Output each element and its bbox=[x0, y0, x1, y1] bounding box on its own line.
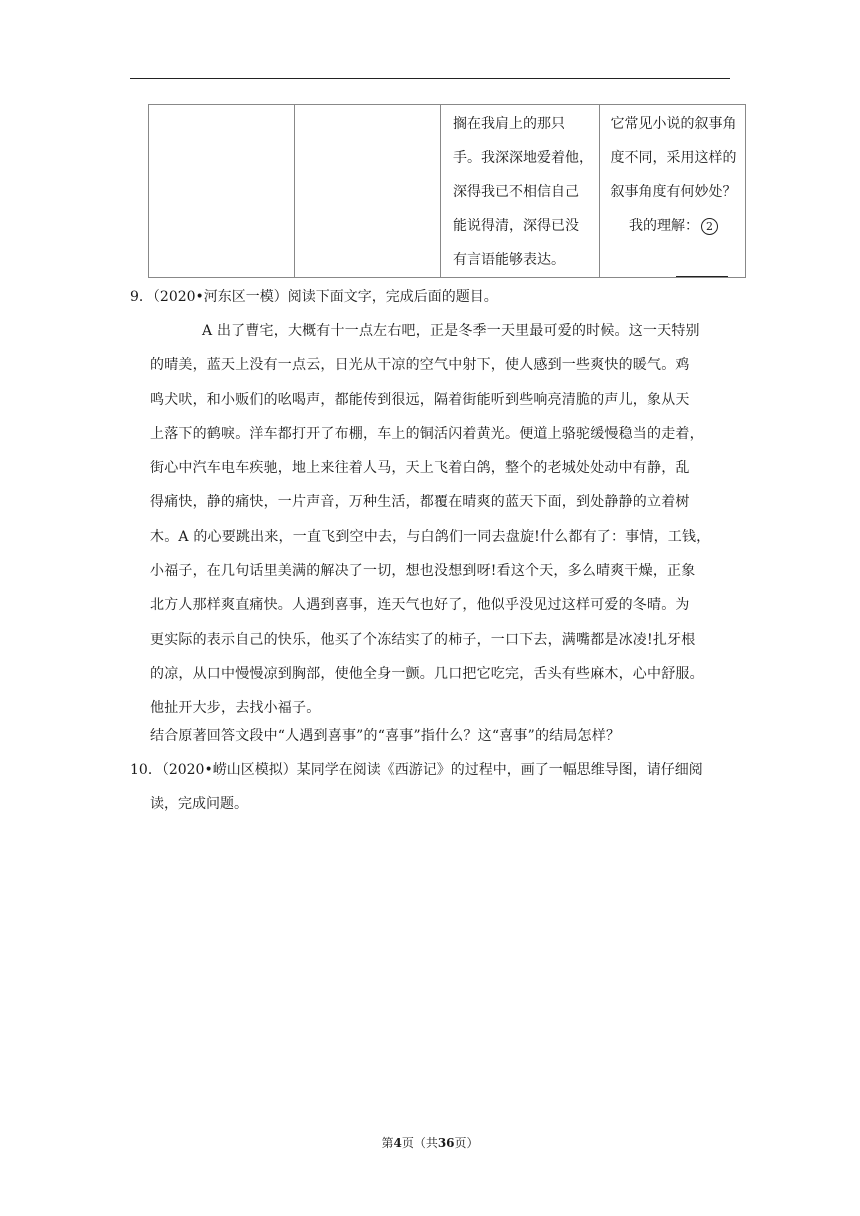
passage-line: 鸣犬吠，和小贩们的吆喝声，都能传到很远，隔着街能听到些响亮清脆的声儿，象从天 bbox=[150, 391, 690, 408]
quote-line: 能说得清，深得已没 bbox=[453, 218, 579, 234]
question-9-prompt-text: 结合原著回答文段中“人遇到喜事”的“喜事”指什么？这“喜事”的结局怎样？ bbox=[150, 728, 621, 744]
answer-blank[interactable] bbox=[676, 252, 728, 277]
continued-table bbox=[148, 104, 746, 278]
question-10-header bbox=[130, 753, 730, 821]
passage-line: 的凉，从口中慢慢凉到胸部，使他全身一颤。几口把它吃完，舌头有些麻木，心中舒服。 bbox=[150, 665, 704, 682]
passage-line: 更实际的表示自己的快乐，他买了个冻结实了的柿子，一口下去，满嘴都是冰凌!扎牙根 bbox=[150, 631, 696, 648]
quote-lines bbox=[441, 105, 599, 277]
question-9-passage bbox=[150, 314, 730, 726]
table-cell-question bbox=[600, 105, 746, 278]
answer-label: 我的理解： bbox=[629, 218, 699, 234]
footer-suffix: 页） bbox=[454, 1136, 479, 1150]
question-9-prompt bbox=[150, 719, 730, 753]
question-10-header-cont: 读，完成问题。 bbox=[150, 796, 248, 812]
passage-line: 上落下的鹤唳。洋车都打开了布棚，车上的铜活闪着黄光。便道上骆驼缓慢稳当的走着， bbox=[150, 425, 704, 442]
table-cell-empty-1 bbox=[149, 105, 295, 278]
passage-line: 北方人那样爽直痛快。人遇到喜事，连天气也好了，他似乎没见过这样可爱的冬晴。为 bbox=[150, 597, 690, 614]
quote-line: 搁在我肩上的那只 bbox=[453, 116, 565, 132]
footer-total-pages: 36 bbox=[437, 1136, 455, 1150]
table-row bbox=[149, 105, 746, 278]
question-10-number: 10． bbox=[130, 762, 162, 778]
page-footer bbox=[0, 1134, 860, 1151]
passage-line: 他扯开大步，去找小福子。 bbox=[150, 700, 321, 717]
header-rule bbox=[130, 78, 730, 79]
footer-mid: 页（共 bbox=[401, 1136, 438, 1150]
circled-number: 2 bbox=[701, 218, 718, 235]
footer-prefix: 第 bbox=[381, 1136, 394, 1150]
footer-page-number: 4 bbox=[393, 1136, 402, 1150]
passage-line: 街心中汽车电车疾驰，地上来往着人马，天上飞着白鸽，整个的老城处处动中有静，乱 bbox=[150, 460, 690, 477]
passage-line: 得痛快，静的痛快，一片声音，万种生活，都覆在晴爽的蓝天下面，到处静静的立着树 bbox=[150, 494, 690, 511]
quote-line: 手。我深深地爱着他， bbox=[453, 150, 593, 166]
question-line: 叙事角度有何妙处？ bbox=[610, 184, 737, 200]
answer-line bbox=[606, 209, 741, 243]
passage-line: A 出了曹宅，大概有十一点左右吧，正是冬季一天里最可爱的时候。这一天特别 bbox=[202, 323, 700, 339]
question-line: 度不同，采用这样的 bbox=[610, 150, 737, 166]
quote-line: 深得我已不相信自己 bbox=[453, 184, 579, 200]
question-9-header-text: （2020•河东区一模）阅读下面文字，完成后面的题目。 bbox=[152, 289, 498, 305]
passage-line: 小福子，在几句话里美满的解决了一切，想也没想到呀!看这个天，多么晴爽干燥，正象 bbox=[150, 563, 696, 580]
question-line: 它常见小说的叙事角 bbox=[610, 116, 737, 132]
question-9-header bbox=[130, 280, 730, 314]
passage-line: 木。A 的心要跳出来，一直飞到空中去，与白鸽们一同去盘旋!什么都有了：事情，工钱， bbox=[150, 528, 711, 545]
answer-blank-line bbox=[606, 243, 741, 277]
table-cell-empty-2 bbox=[295, 105, 441, 278]
question-10-header-text: （2020•崂山区模拟）某同学在阅读《西游记》的过程中，画了一幅思维导图，请仔细阅 bbox=[161, 762, 703, 778]
question-9-number: 9． bbox=[130, 289, 153, 305]
quote-line: 有言语能够表达。 bbox=[453, 252, 565, 268]
table-cell-quote bbox=[441, 105, 600, 278]
passage-line: 的晴美，蓝天上没有一点云，日光从干凉的空气中射下，使人感到一些爽快的暖气。鸡 bbox=[150, 357, 690, 374]
question-lines bbox=[600, 105, 745, 277]
